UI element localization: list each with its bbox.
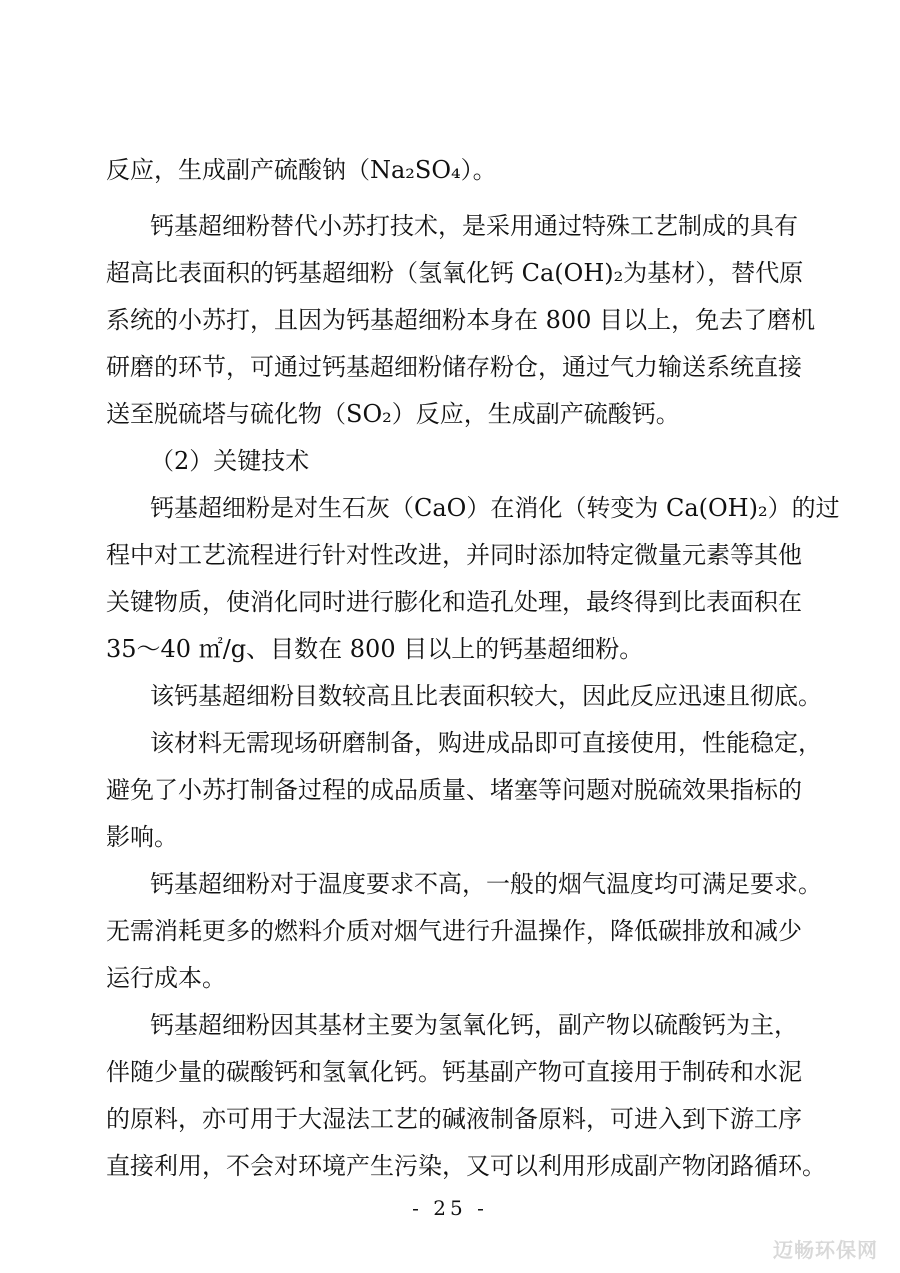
text-line: 伴随少量的碳酸钙和氢氧化钙。钙基副产物可直接用于制砖和水泥 xyxy=(106,1058,802,1086)
text-line: 关键物质，使消化同时进行膨化和造孔处理，最终得到比表面积在 xyxy=(106,588,802,616)
text-line: 35～40 ㎡/g、目数在 800 目以上的钙基超细粉。 xyxy=(106,635,644,663)
text-line: 研磨的环节，可通过钙基超细粉储存粉仓，通过气力输送系统直接 xyxy=(106,353,802,381)
paragraph-first-line: 钙基超细粉对于温度要求不高，一般的烟气温度均可满足要求。 xyxy=(150,870,822,898)
text-line: 系统的小苏打，且因为钙基超细粉本身在 800 目以上，免去了磨机 xyxy=(106,306,816,334)
paragraph-first-line: 钙基超细粉替代小苏打技术，是采用通过特殊工艺制成的具有 xyxy=(150,212,798,240)
paragraph-first-line: 该钙基超细粉目数较高且比表面积较大，因此反应迅速且彻底。 xyxy=(150,682,822,710)
paragraph-first-line: 钙基超细粉是对生石灰（CaO）在消化（转变为 Ca(OH)₂）的过 xyxy=(150,494,840,522)
text-line: 影响。 xyxy=(106,823,178,851)
text-line: 运行成本。 xyxy=(106,964,226,992)
text-line: 送至脱硫塔与硫化物（SO₂）反应，生成副产硫酸钙。 xyxy=(106,400,680,428)
page-number: - 25 - xyxy=(412,1196,488,1220)
text-line: 的原料，亦可用于大湿法工艺的碱液制备原料，可进入到下游工序 xyxy=(106,1105,802,1133)
watermark: 迈畅环保网 xyxy=(773,1238,878,1262)
text-line: 无需消耗更多的燃料介质对烟气进行升温操作，降低碳排放和减少 xyxy=(106,917,802,945)
paragraph-first-line: 钙基超细粉因其基材主要为氢氧化钙，副产物以硫酸钙为主， xyxy=(150,1011,798,1039)
text-line: 超高比表面积的钙基超细粉（氢氧化钙 Ca(OH)₂为基材），替代原 xyxy=(106,259,804,287)
text-line: 反应，生成副产硫酸钠（Na₂SO₄）。 xyxy=(106,156,497,184)
section-heading: （2）关键技术 xyxy=(150,447,310,475)
paragraph-first-line: 该材料无需现场研磨制备，购进成品即可直接使用，性能稳定， xyxy=(150,729,822,757)
text-line: 程中对工艺流程进行针对性改进，并同时添加特定微量元素等其他 xyxy=(106,541,802,569)
text-line: 避免了小苏打制备过程的成品质量、堵塞等问题对脱硫效果指标的 xyxy=(106,776,802,804)
text-line: 直接利用，不会对环境产生污染，又可以利用形成副产物闭路循环。 xyxy=(106,1152,826,1180)
